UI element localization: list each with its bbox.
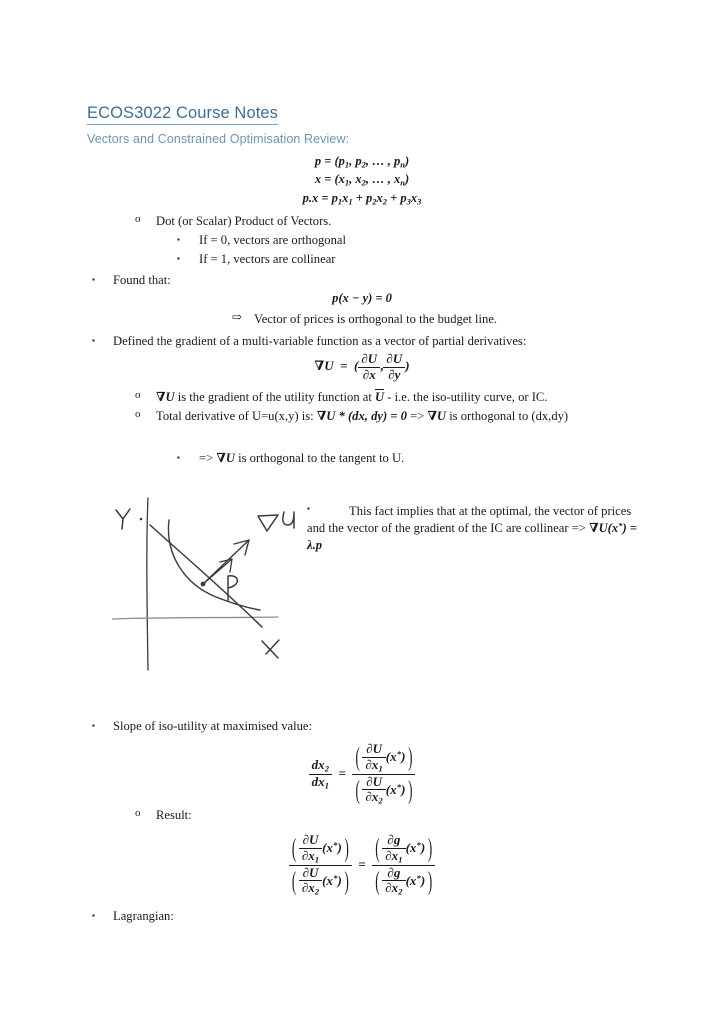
indifference-curve <box>168 520 260 610</box>
list-item-prices-orthogonal: ⇨ Vector of prices is orthogonal to the budget line. <box>232 310 498 326</box>
gradient-label-u-glyph <box>283 512 294 528</box>
gradient-label-nabla-glyph <box>258 515 278 531</box>
page-subtitle: Vectors and Constrained Optimisation Review: <box>87 132 350 146</box>
arrow-bullet-icon: ⇨ <box>232 310 243 324</box>
list-item-total-derivative: o Total derivative of U=u(x,y) is: ∇U * (dx, dy) = 0 => ∇U is orthogonal to (dx,dy) <box>135 408 569 423</box>
equation-gradient-def: ∇U = ( $\frac{\partial U}{\partial x}$ , $\frac{\partial U}{\partial y}$ ) <box>314 351 410 382</box>
y-axis-tick-dot <box>140 518 143 521</box>
inline-total-derivative-eq: ∇U * (dx, dy) = 0 <box>316 409 407 423</box>
square-bullet-icon: ▪ <box>177 235 180 244</box>
x-axis-label-glyph <box>262 640 279 658</box>
circle-bullet-icon: o <box>135 807 141 819</box>
hand-drawn-diagram <box>112 484 312 674</box>
square-bullet-icon: ▪ <box>92 721 95 730</box>
square-bullet-icon: ▪ <box>307 504 310 513</box>
square-bullet-icon: ▪ <box>177 453 180 462</box>
square-bullet-icon: ▪ <box>92 275 95 284</box>
equation-dot-product: $p.x = p_1x_1 + p_2x_2 + p_3x_3$ <box>302 191 422 207</box>
circle-bullet-icon: o <box>135 389 141 401</box>
equation-result-equality: ( $\frac{\partial U}{\partial x_1}$ (x*) ) ( $\frac{\partial U}{\partial x_2}$ (x*) ) = ( $\frac{\partial g}{\partial x_1}$ (x*) ) ( $\frac{\partial g}{\partial x_2}$ (x*) ) <box>0 833 724 898</box>
side-note-paragraph: ▪ This fact implies that at the optimal, the vector of prices and the vector of the gradient of the IC are collinear => ∇U(x*) = λ.p <box>307 504 637 553</box>
page-title: ECOS3022 Course Notes <box>87 104 278 125</box>
frac-dx2-dx1: $\frac{dx_2}{dx_1}$ <box>309 758 332 792</box>
square-bullet-icon: ▪ <box>92 911 95 920</box>
list-item-grad-is-gradient: o ∇U is the gradient of the utility function at $\overline{U} - i.e$. the iso-utility curve, or IC. <box>135 389 548 404</box>
inline-u-bar: $\overline{U}$ <box>375 390 385 404</box>
inline-grad-u: ∇U <box>156 390 175 404</box>
circle-bullet-icon: o <box>135 213 141 225</box>
list-item-slope-iso-utility: ▪ Slope of iso-utility at maximised value: <box>92 719 313 733</box>
y-axis-line <box>147 498 148 670</box>
equation-orthogonal-budget: p(x − y) = 0 <box>332 291 392 305</box>
sketch-svg <box>112 484 312 674</box>
equation-x-vector: $x = (x_1$, $x_2$, … , $x_n$) <box>314 172 410 188</box>
list-item-orthogonal-tangent: ▪ => ∇U is orthogonal to the tangent to U. <box>177 451 405 465</box>
inline-collinear-equation: ∇U(x*) = λ.p <box>307 520 637 553</box>
list-item-lagrangian: ▪ Lagrangian: <box>92 909 174 923</box>
frac-partial-ratio: ( $\frac{\partial U}{\partial x_1}$ (x*) ) ( $\frac{\partial U}{\partial x_2}$ (x*) ) <box>352 742 415 807</box>
list-item-dot-product: o Dot (or Scalar) Product of Vectors. <box>135 213 332 228</box>
frac-u-ratio: ( $\frac{\partial U}{\partial x_1}$ (x*) ) ( $\frac{\partial U}{\partial x_2}$ (x*) ) <box>289 833 352 898</box>
list-item-found-that: ▪ Found that: <box>92 273 171 287</box>
frac-g-ratio: ( $\frac{\partial g}{\partial x_1}$ (x*) ) ( $\frac{\partial g}{\partial x_2}$ (x*) ) <box>372 833 435 898</box>
equation-p-vector: $p = (p_1$, $p_2$, … , $p_n$) <box>314 154 410 170</box>
y-axis-label-glyph <box>116 509 130 529</box>
list-item-if-one: ▪ If = 1, vectors are collinear <box>177 252 336 266</box>
square-bullet-icon: ▪ <box>177 254 180 263</box>
list-item-result: o Result: <box>135 807 192 822</box>
circle-bullet-icon: o <box>135 408 141 420</box>
inline-grad-u: ∇U <box>216 451 235 465</box>
equation-slope-iso-utility: $\frac{dx_2}{dx_1}$ = ( $\frac{\partial U}{\partial x_1}$ (x*) ) ( $\frac{\partial U}{\partial x_2}$ (x*) ) <box>0 742 724 807</box>
list-item-defined-gradient: ▪ Defined the gradient of a multi-variable function as a vector of partial derivatives: <box>92 334 527 348</box>
list-item-if-zero: ▪ If = 0, vectors are orthogonal <box>177 233 346 247</box>
square-bullet-icon: ▪ <box>92 336 95 345</box>
inline-grad-u: ∇U <box>427 409 447 423</box>
